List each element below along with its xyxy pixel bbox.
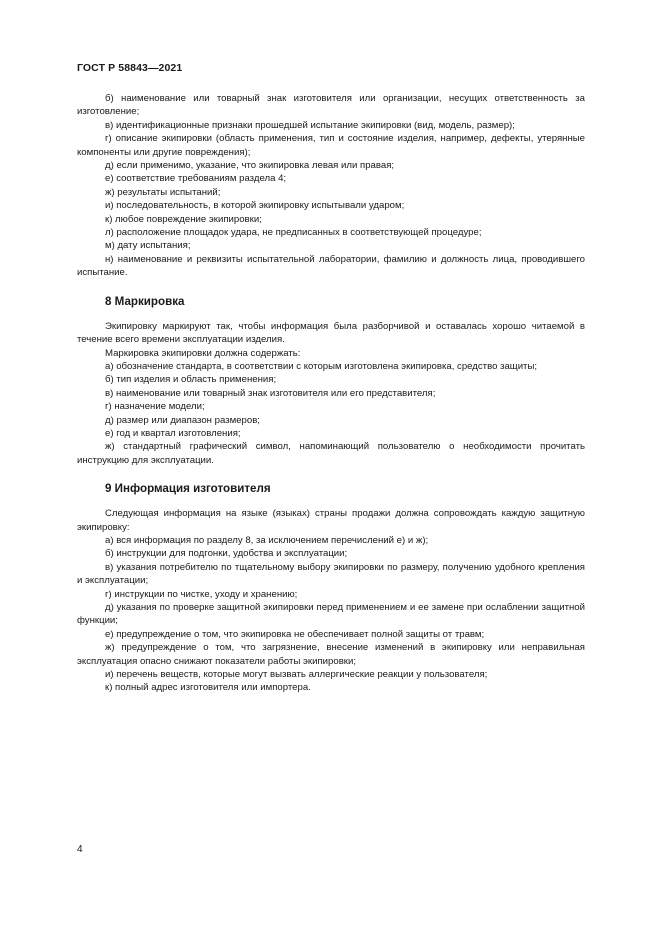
list-item: г) назначение модели; (105, 401, 205, 413)
list-item: б) наименование или товарный знак изготовителя или организации, несущих ответственность за изготовление; (77, 93, 585, 118)
list-item: ж) стандартный графический символ, напоминающий пользователю о необходимости прочитать инструкцию для эксплуатации. (77, 441, 585, 466)
section-9-paragraph: Следующая информация на языке (языках) страны продажи должна сопровождать каждую защитную экипировку: (77, 508, 585, 533)
list-item: м) дату испытания; (105, 240, 191, 252)
list-item: в) наименование или товарный знак изготовителя или его представителя; (105, 387, 436, 399)
document-code: ГОСТ Р 58843—2021 (77, 62, 183, 74)
list-item: н) наименование и реквизиты испытательной лаборатории, фамилию и должность лица, проводившего испытание. (77, 253, 585, 279)
list-item: ж) результаты испытаний; (105, 186, 221, 198)
list-item: и) перечень веществ, которые могут вызвать аллергические реакции у пользователя; (105, 669, 488, 681)
list-item: в) указания потребителю по тщательному выбору экипировки по размеру, получению удобного крепления и эксплуатации; (77, 561, 585, 587)
list-item: а) вся информация по разделу 8, за исключением перечислений е) и ж); (105, 534, 429, 546)
list-item: к) любое повреждение экипировки; (105, 213, 262, 225)
list-item: и) последовательность, в которой экипировку испытывали ударом; (105, 200, 405, 212)
list-item: б) тип изделия и область применения; (105, 374, 277, 386)
section-9-heading: 9 Информация изготовителя (105, 482, 271, 496)
document-body (77, 92, 585, 695)
list-item: к) полный адрес изготовителя или импортера. (105, 682, 311, 694)
list-item: е) предупреждение о том, что экипировка не обеспечивает полной защиты от травм; (105, 628, 485, 640)
list-item: д) указания по проверке защитной экипировки перед применением и ее замене при ослаблении защитной функции; (77, 602, 585, 627)
list-item: е) соответствие требованиям раздела 4; (105, 173, 287, 185)
list-item: г) описание экипировки (область применения, тип и состояние изделия, например, дефекты, утерянные компоненты или другие повреждения); (77, 133, 585, 158)
section-8-heading: 8 Маркировка (105, 294, 185, 308)
list-item: е) год и квартал изготовления; (105, 427, 241, 439)
list-item: г) инструкции по чистке, уходу и хранению; (105, 588, 298, 600)
list-item: в) идентификационные признаки прошедшей испытание экипировки (вид, модель, размер); (105, 119, 515, 131)
list-item: д) размер или диапазон размеров; (105, 414, 260, 426)
list-item: ж) предупреждение о том, что загрязнение, внесение изменений в экипировку или неправильная эксплуатация опасно снижают показатели работы экипировки; (77, 642, 585, 667)
list-item: а) обозначение стандарта, в соответствии с которым изготовлена экипировка, средство защиты; (105, 360, 538, 372)
list-item: д) если применимо, указание, что экипировка левая или правая; (105, 160, 395, 172)
list-item: л) расположение площадок удара, не предписанных в соответствующей процедуре; (105, 227, 482, 239)
list-item: б) инструкции для подгонки, удобства и эксплуатации; (105, 548, 348, 560)
section-8-paragraph: Маркировка экипировки должна содержать: (105, 347, 301, 359)
page-number: 4 (77, 844, 83, 855)
section-8-paragraph: Экипировку маркируют так, чтобы информация была разборчивой и оставалась хорошо читаемой в течение всего времени эксплуатации изделия. (77, 320, 585, 346)
